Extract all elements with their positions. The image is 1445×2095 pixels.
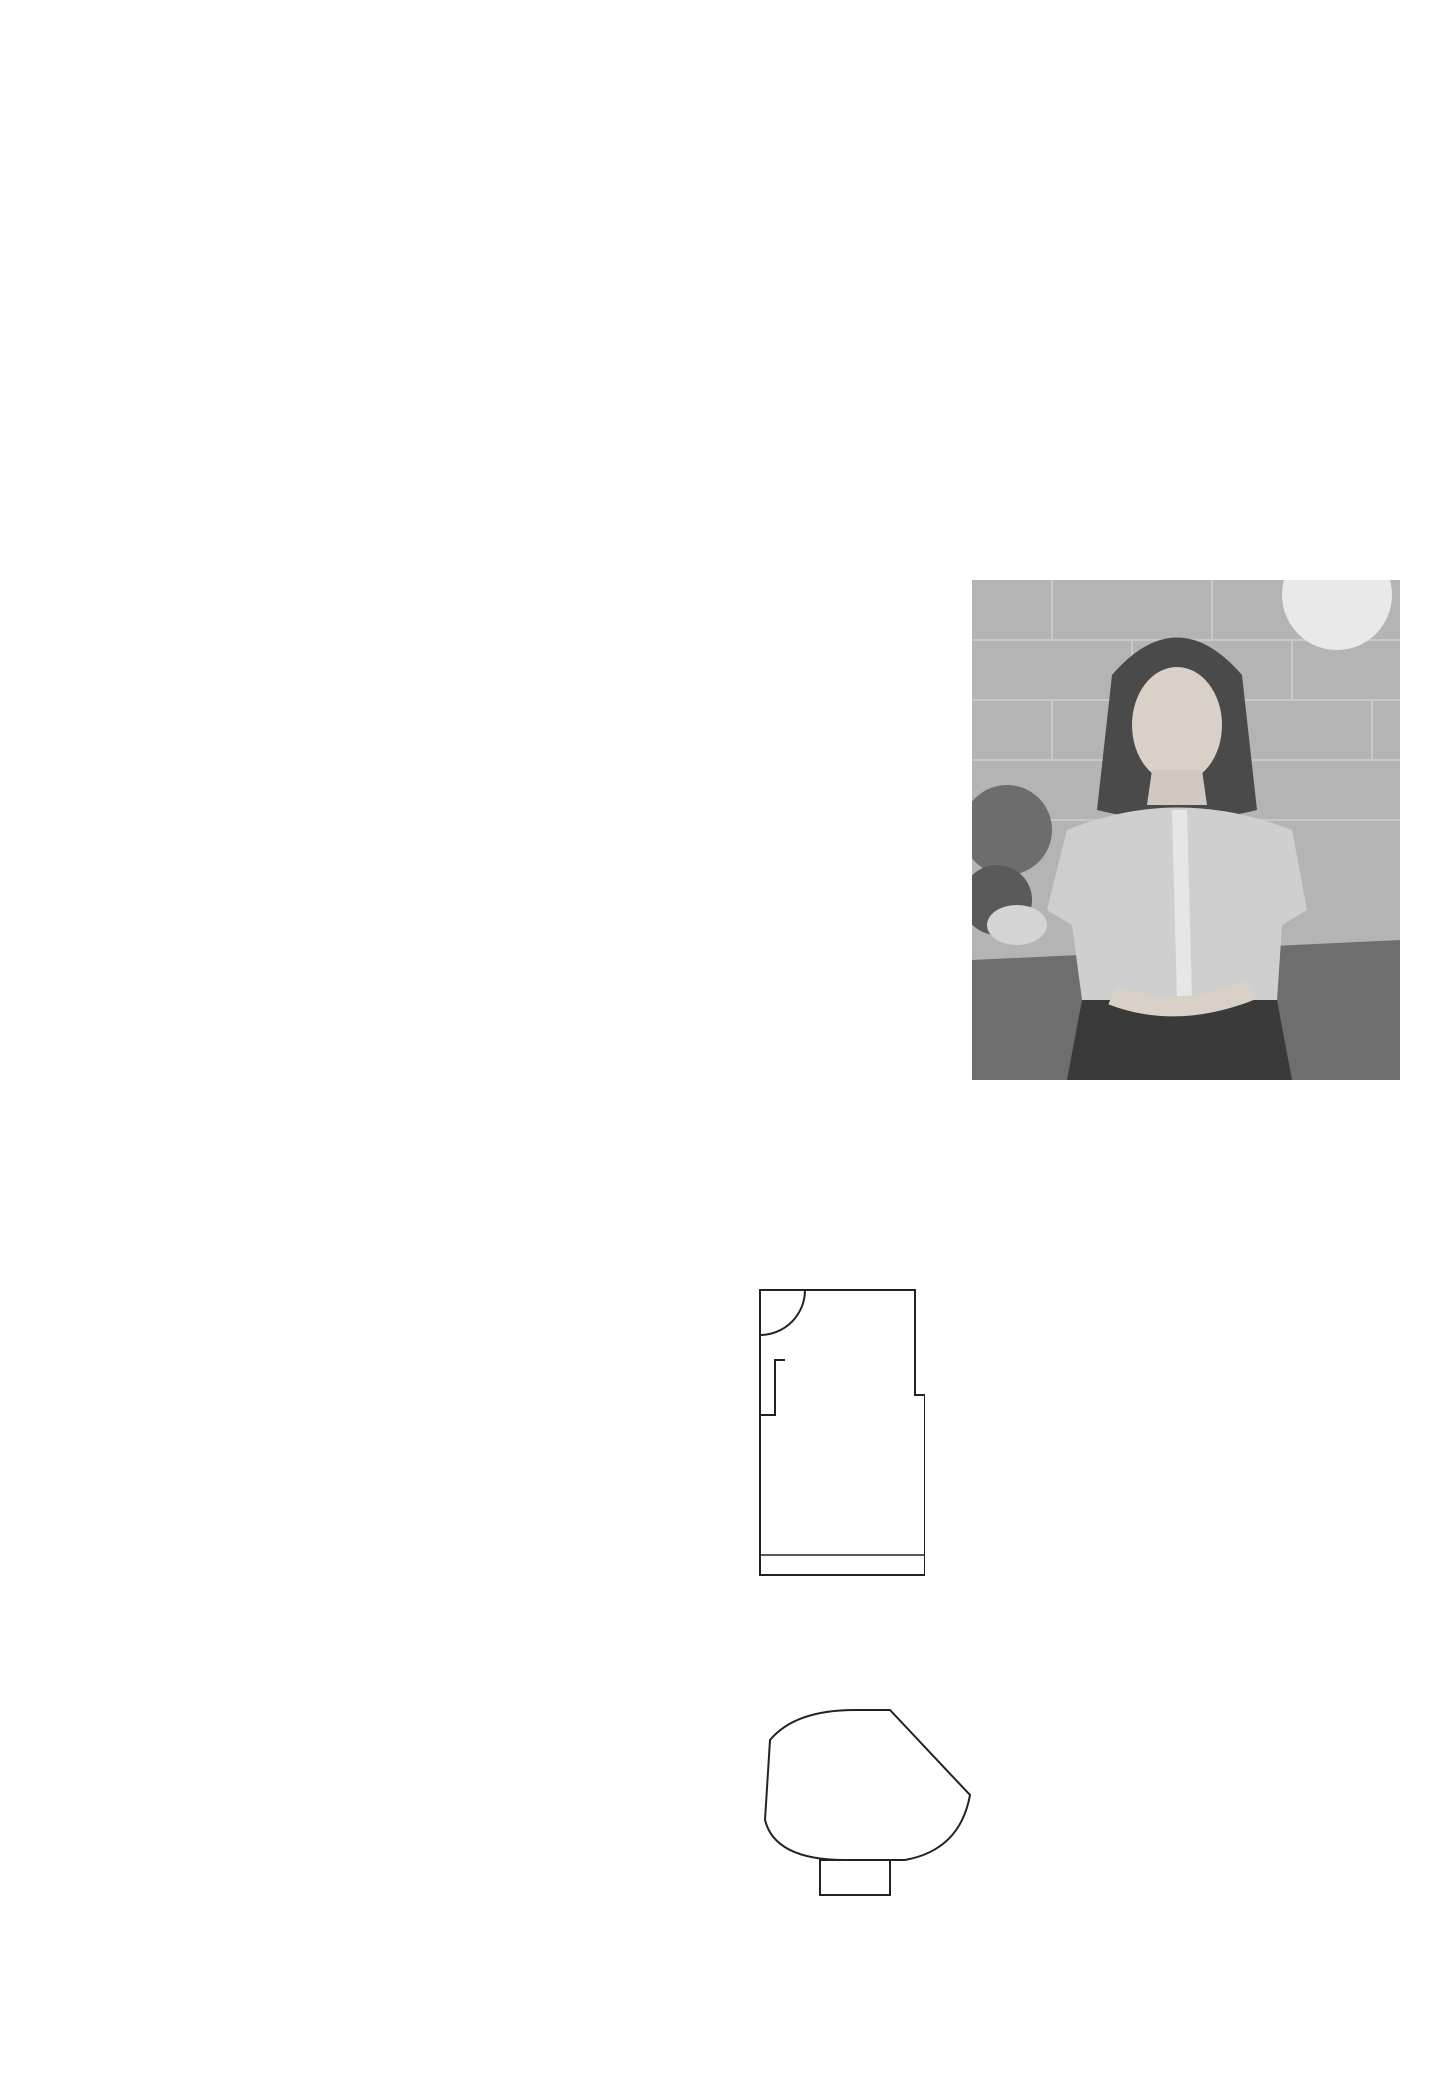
crochet-chart-schema3	[60, 585, 940, 1125]
pattern-text-column	[975, 1095, 1400, 1109]
chart-low-svg	[75, 1195, 675, 1725]
crochet-chart-schema5-4	[80, 55, 1320, 545]
front-piece-sketch	[745, 1275, 925, 1590]
chart-s6-svg	[170, 1775, 590, 1970]
model-photo	[972, 580, 1400, 1080]
crochet-chart-schema6	[170, 1775, 590, 1970]
chart-top-svg	[80, 55, 1320, 545]
sleeve-sketch	[755, 1700, 985, 1900]
chart-mid-svg	[60, 585, 940, 1125]
crochet-chart-schema2	[75, 1195, 675, 1725]
